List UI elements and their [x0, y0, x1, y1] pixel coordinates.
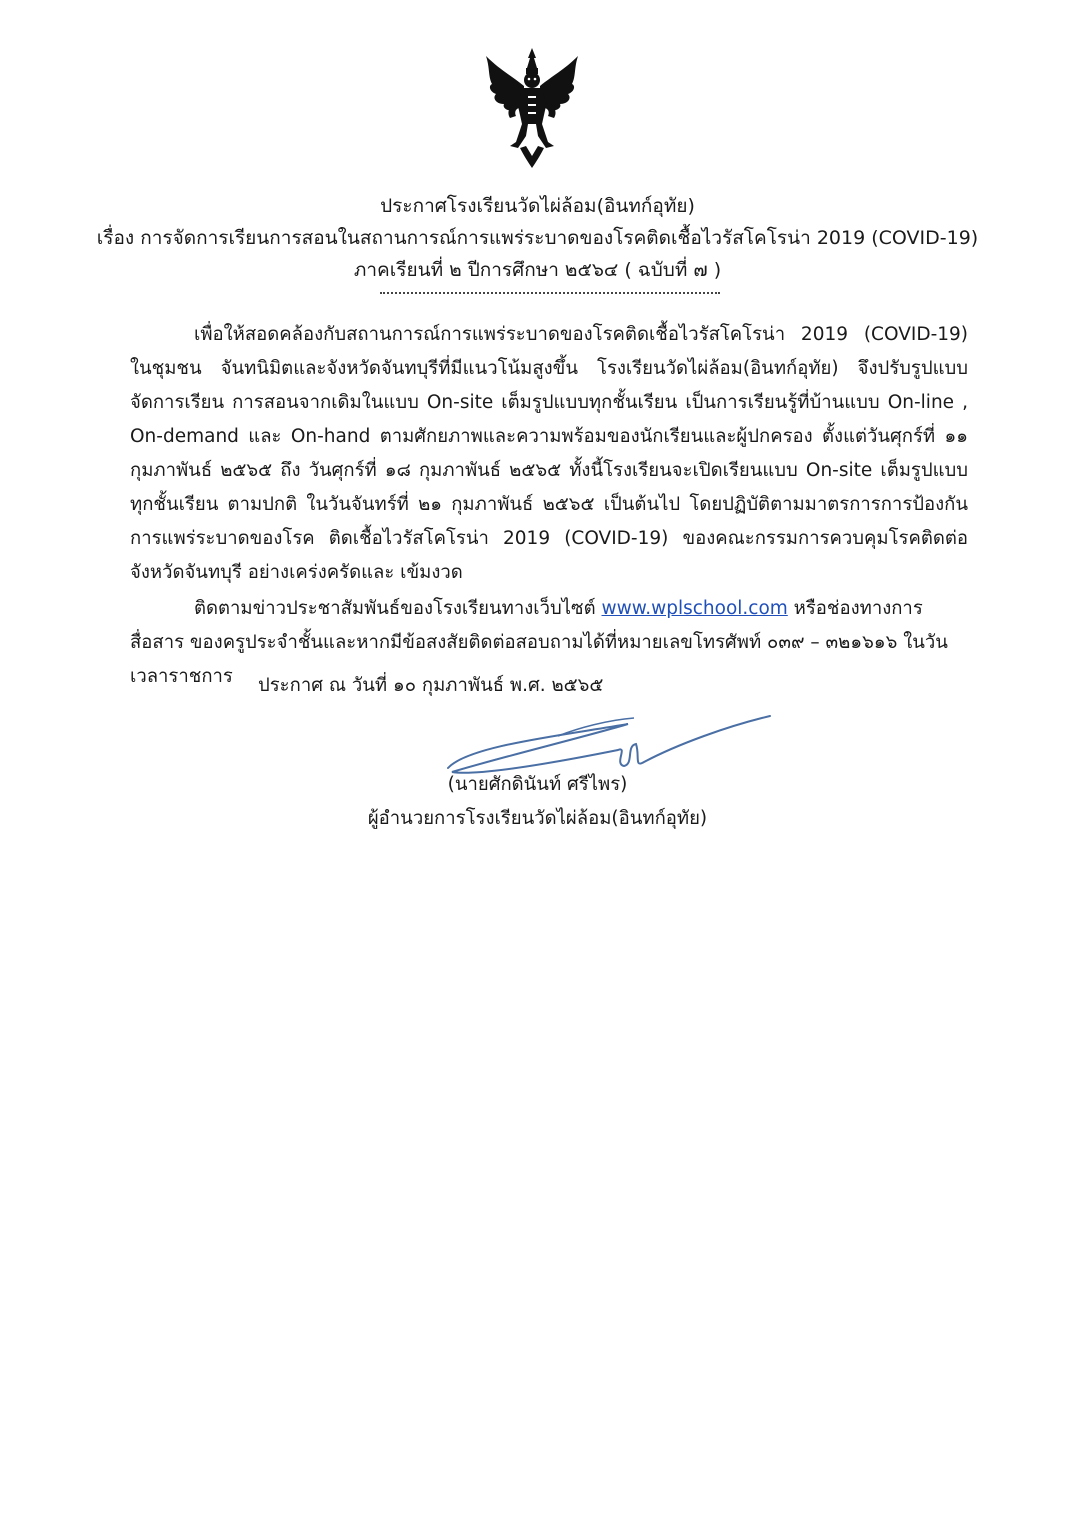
- announcement-date: ประกาศ ณ วันที่ ๑๐ กุมภาพันธ์ พ.ศ. ๒๕๖๕: [258, 675, 604, 696]
- paragraph-1-text: เพื่อให้สอดคล้องกับสถานการณ์การแพร่ระบาดของโรคติดเชื้อไวรัสโคโรน่า 2019 (COVID-19) ในชุมชน จันทนิมิตและจังหวัดจันทบุรีที่มีแนวโน้มสูงขึ้น โรงเรียนวัดไผ่ล้อม(อินทก์อุทัย) จึงปรับรูปแบบจัดการเรียน การสอนจากเดิมในแบบ On-site เต็มรูปแบบทุกชั้นเรียน เป็นการเรียนรู้ที่บ้านแบบ On-line , On-demand และ On-hand ตามศักยภาพและความพร้อมของนักเรียนและผู้ปกครอง ตั้งแต่วันศุกร์ที่ ๑๑ กุมภาพันธ์ ๒๕๖๕ ถึง วันศุกร์ที่ ๑๘ กุมภาพันธ์ ๒๕๖๕ ทั้งนี้โรงเรียนจะเปิดเรียนแบบ On-site เต็มรูปแบบทุกชั้นเรียน ตามปกติ ในวันจันทร์ที่ ๒๑ กุมภาพันธ์ ๒๕๖๕ เป็นต้นไป โดยปฏิบัติตามมาตรการการป้องกันการแพร่ระบาดของโรค ติดเชื้อไวรัสโคโรน่า 2019 (COVID-19) ของคณะกรรมการควบคุมโรคติดต่อจังหวัดจันทบุรี อย่างเคร่งครัดและ เข้มงวด: [130, 324, 968, 583]
- garuda-emblem-icon: [482, 46, 582, 170]
- signer-name: (นายศักดินันท์ ศรีไพร): [447, 774, 628, 795]
- signer-block: [0, 768, 1075, 836]
- header-title: ประกาศโรงเรียนวัดไผ่ล้อม(อินทก์อุทัย): [380, 195, 695, 217]
- website-link[interactable]: www.wplschool.com: [601, 598, 788, 619]
- header-term: ภาคเรียนที่ ๒ ปีการศึกษา ๒๕๖๔ ( ฉบับที่ ๗ ): [353, 259, 722, 281]
- dotted-separator: [380, 292, 720, 294]
- body-paragraph-1: [130, 318, 968, 590]
- paragraph-2-before-link: ติดตามข่าวประชาสัมพันธ์ของโรงเรียนทางเว็บไซต์: [194, 598, 602, 619]
- paragraph-2-after-link: หรือช่องทางการสื่อสาร ของครูประจำชั้นและหากมีข้อสงสัยติดต่อสอบถามได้ที่หมายเลขโทรศัพท์ ๐๓๙ – ๓๒๑๖๑๖ ในวันเวลาราชการ: [130, 598, 948, 687]
- signer-title: ผู้อำนวยการโรงเรียนวัดไผ่ล้อม(อินทก์อุทัย): [367, 808, 708, 829]
- announcement-header: [0, 190, 1075, 286]
- header-subject: เรื่อง การจัดการเรียนการสอนในสถานการณ์การแพร่ระบาดของโรคติดเชื้อไวรัสโคโรน่า 2019 (COVID-19): [96, 227, 979, 249]
